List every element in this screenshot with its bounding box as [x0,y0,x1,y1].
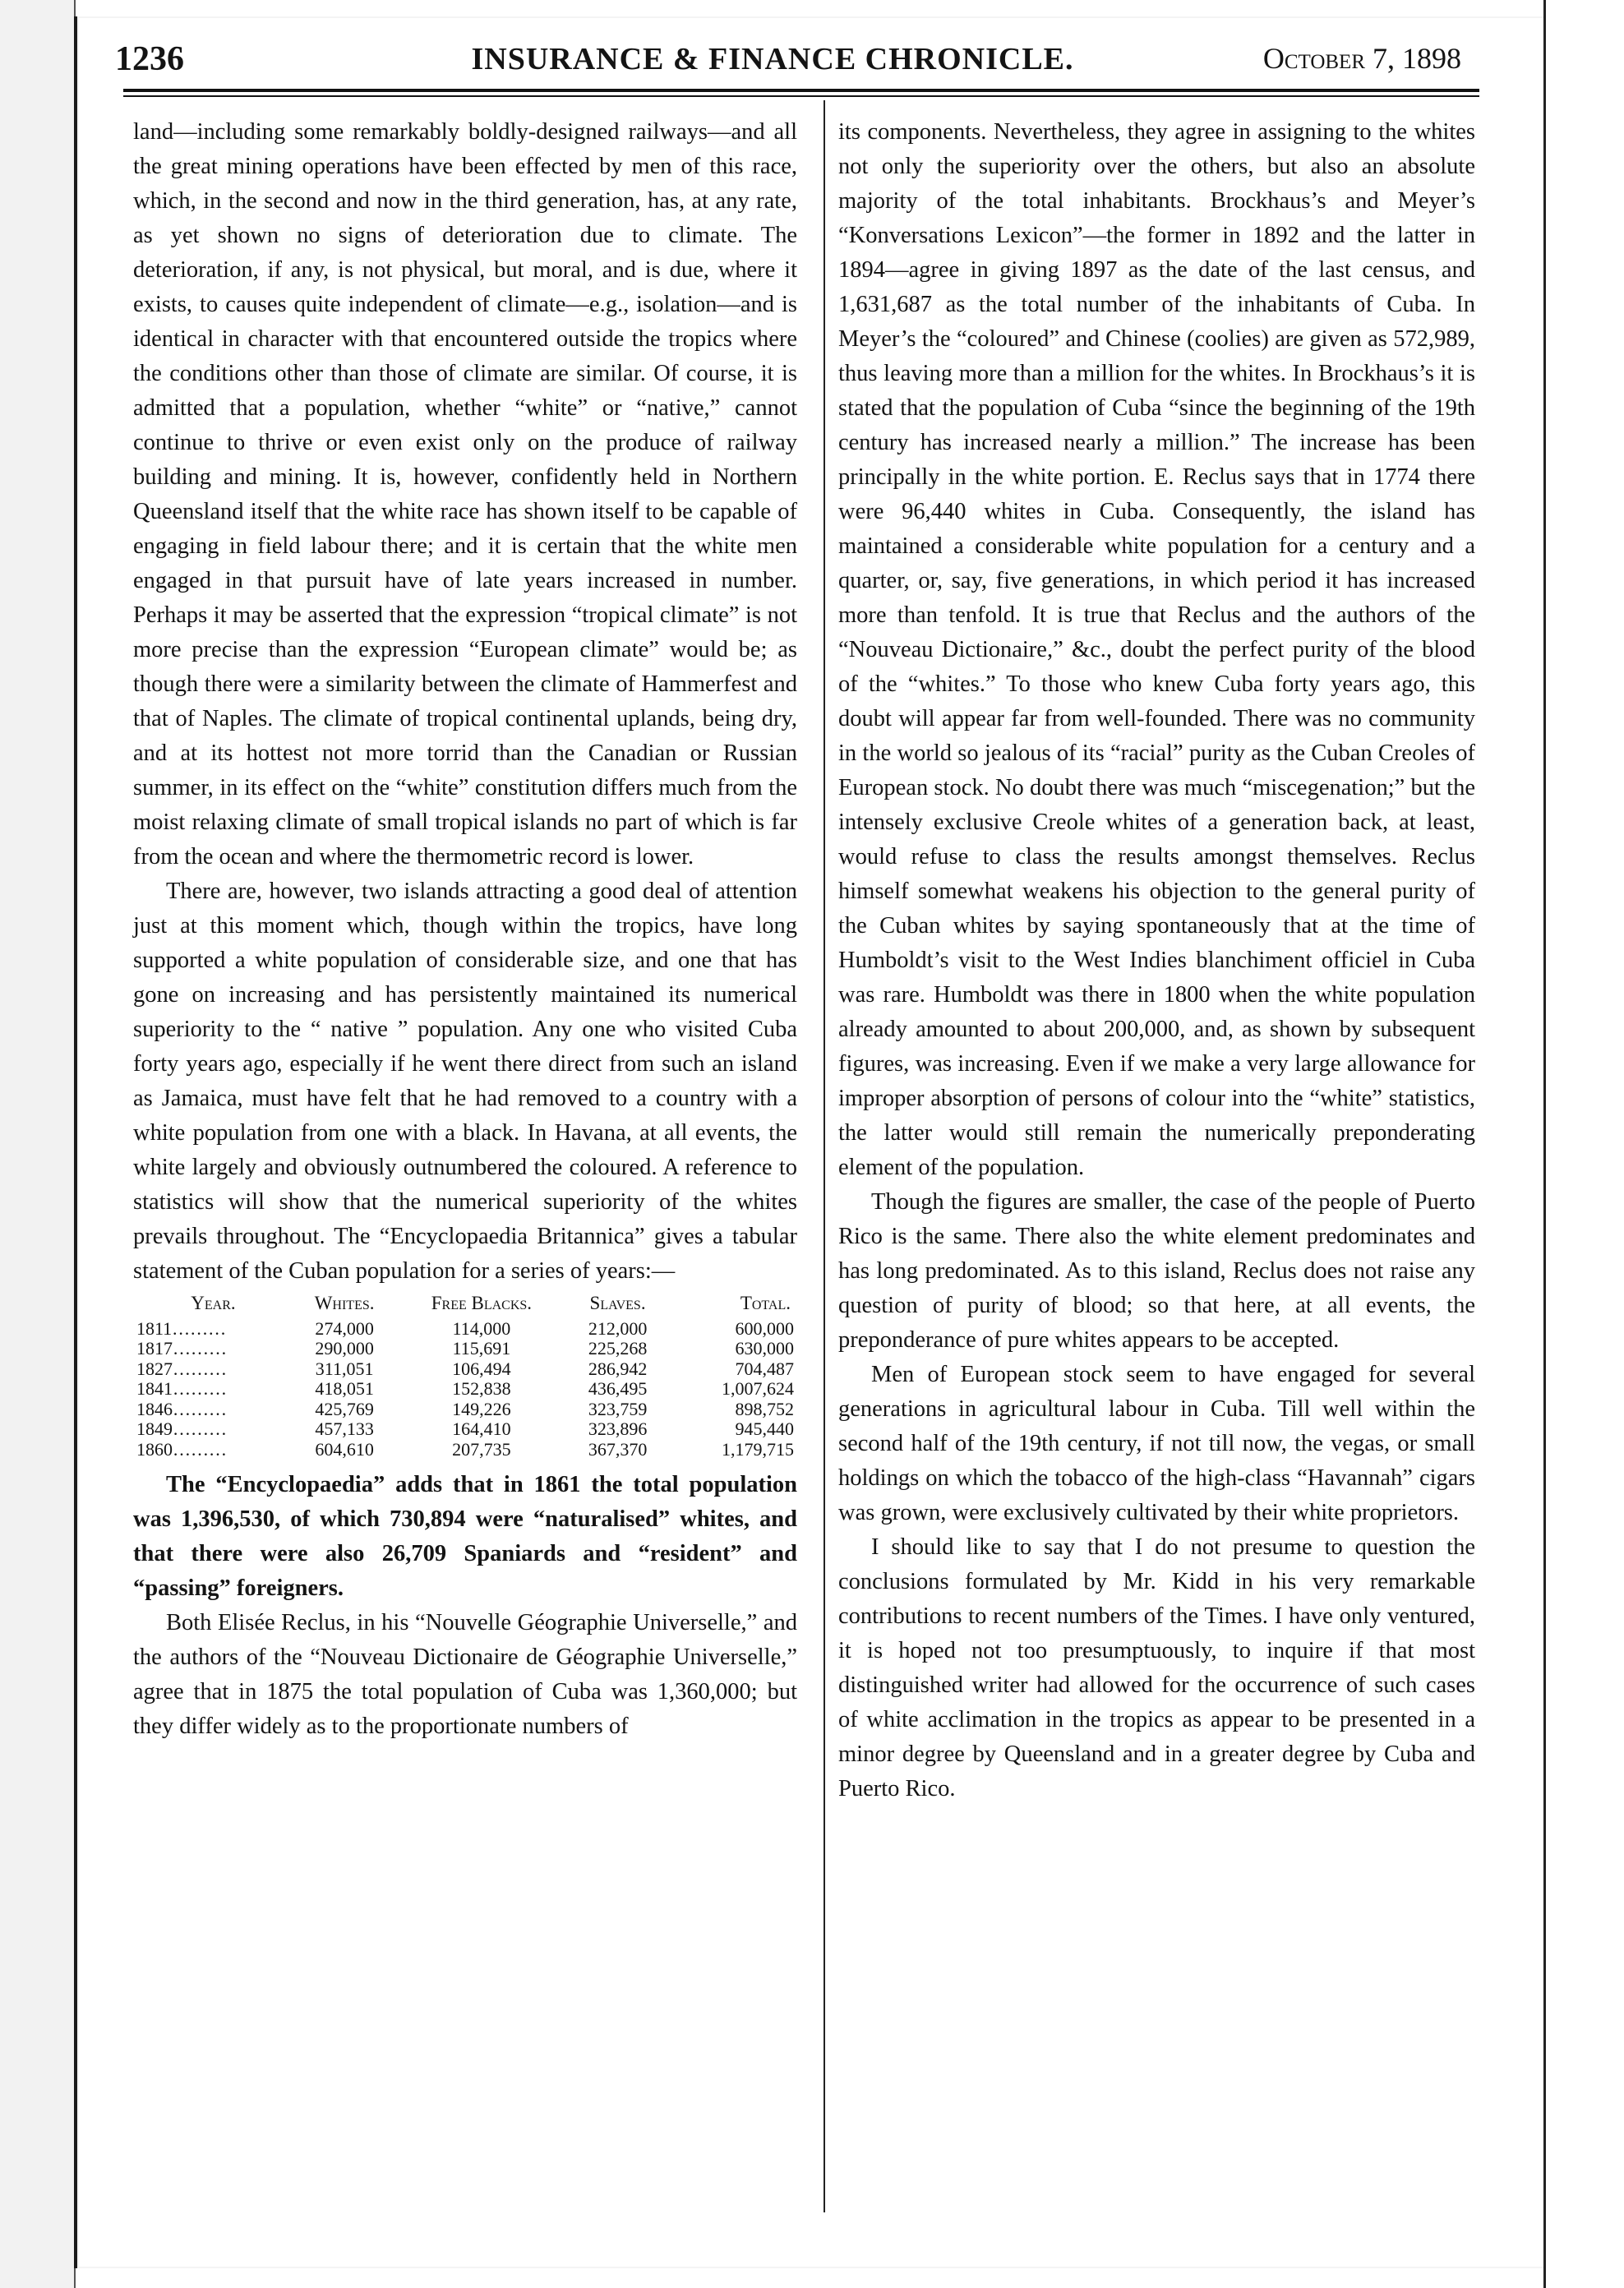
table-row [133,1339,797,1359]
paragraph: There are, however, two islands attracting a good deal of attention just at this moment which, though within the tropics, have long supported a white population of considerable size, and one that has gone on increasing and has persistently maintained its numerical superiority to the “ native ” population. Any one who visited Cuba forty years ago, especially if he went there direct from such an island as Jamaica, must have felt that he had removed to a country with a white population from one with a black. In Havana, at all events, the white largely and obviously outnumbered the coloured. A reference to statistics will show that the numerical superiority of the whites prevails throughout. The “Encyclopaedia Britannica” gives a tabular statement of the Cuban population for a series of years:— [133,879,797,1284]
right-column [838,115,1475,1806]
table-row [133,1319,797,1340]
table-cell: 1846……… [136,1398,227,1419]
table-cell: 945,440 [735,1418,794,1439]
table-cell: 274,000 [315,1317,374,1339]
paragraph: Though the figures are smaller, the case of the people of Puerto Rico is the same. There also the white element predominates and has long predominated. As to this island, Reclus does not raise any question of purity of blood; so that here, at all events, the preponderance of pure whites appears to be accepted. [838,1189,1475,1353]
paragraph: land—including some remarkably boldly-designed railways—and all the great mining operations have been effected by men of this race, which, in the second and now in the third generation, has, at any rate, as yet shown no signs of deterioration due to climate. The deterioration, if any, is not physical, but moral, and is due, where it exists, to causes quite independent of climate—e.g., isolation—and is identical in character with that encountered outside the tropics where the conditions other than those of climate are similar. Of course, it is admitted that a population, whether “white” or “native,” cannot continue to thrive or even exist only on the produce of railway building and mining. It is, however, confidently held in Northern Queensland itself that the white race has shown itself to be capable of engaging in field labour there; and it is certain that the white men engaged in that pursuit have of late years increased in number. Perhaps it may be asserted that the expression “tropical climate” is not more precise than the expression “European climate” would be; as though there were a similarity between the climate of Hammerfest and that of Naples. The climate of tropical continental uplands, being dry, and at its hottest not more torrid than the Canadian or Russian summer, in its effect on the “white” constitution differs much from the moist relaxing climate of small tropical islands no part of which is far from the ocean and where the thermometric record is lower. [133,119,797,870]
table-cell: 418,051 [315,1378,374,1399]
table-cell: 152,838 [452,1378,511,1399]
table-cell: 425,769 [315,1398,374,1419]
table-cell: 704,487 [735,1358,794,1379]
table-cell: 1,007,624 [722,1378,794,1399]
table-cell: 207,735 [452,1438,511,1460]
table-cell: 115,691 [452,1338,511,1358]
column-header: Whites. [314,1293,375,1313]
table-cell: 164,410 [452,1418,511,1439]
paragraph: Men of European stock seem to have engaged for several generations in agricultural labour in Cuba. Till well within the second half of the 19th century, if not till now, the vegas, or small holdings on which the tobacco of the high-class “Havannah” cigars was grown, were exclusively cultivated by their white proprietors. [838,1362,1475,1525]
table-cell: 323,896 [588,1418,648,1439]
table-cell: 367,370 [588,1438,648,1460]
table-cell: 106,494 [452,1358,511,1379]
scan-right-edge [1543,0,1624,2288]
page-number: 1236 [115,40,184,78]
paragraph: The “Encyclopaedia” adds that in 1861 the total population was 1,396,530, of which 730,894 were “naturalised” whites, and that there were also 26,709 Spaniards and “resident” and “passing” foreigners. [133,1472,797,1601]
table-cell: 457,133 [315,1418,374,1439]
column-header: Slaves. [589,1293,646,1313]
table-cell: 290,000 [315,1338,374,1358]
table-header-row [133,1294,797,1319]
table-row [133,1379,797,1400]
left-column [133,115,797,1744]
column-header: Year. [191,1293,236,1313]
table-cell: 630,000 [735,1338,794,1358]
page-header [66,31,1479,81]
cuban-population-table [133,1294,797,1460]
paragraph: I should like to say that I do not presume to question the conclusions formulated by Mr. Kidd in his very remarkable contributions to recent numbers of the Times. I have only ventured, it is hoped not too presumptuously, to inquire if that most distinguished writer had allowed for the occurrence of such cases of white acclimation in the tropics as appear to be presented in a minor degree by Queensland and in a greater degree by Cuba and Puerto Rico. [838,1534,1475,1801]
table-cell: 1860……… [136,1438,227,1460]
table-row [133,1440,797,1460]
header-rule-thick [123,89,1479,92]
header-rule-thin [123,95,1479,97]
table-cell: 149,226 [452,1398,511,1419]
table-cell: 1,179,715 [722,1438,794,1460]
table-cell: 1811……… [136,1317,227,1339]
table-row [133,1359,797,1380]
table-cell: 323,759 [588,1398,648,1419]
table-row [133,1400,797,1420]
column-header: Total. [740,1293,791,1313]
table-cell: 436,495 [588,1378,648,1399]
issue-date: October 7, 1898 [1262,42,1461,75]
table-cell: 1817……… [136,1338,227,1358]
table-cell: 1849……… [136,1418,227,1439]
column-divider [824,100,825,2212]
paragraph: its components. Nevertheless, they agree in assigning to the whites not only the superiority over the others, but also an absolute majority of the total inhabitants. Brockhaus’s and Meyer’s “Konversations Lexicon”—the former in 1892 and the latter in 1894—agree in giving 1897 as the date of the last census, and 1,631,687 as the total number of the inhabitants of Cuba. In Meyer’s the “coloured” and Chinese (coolies) are given as 572,989, thus leaving more than a million for the whites. In Brockhaus’s it is stated that the population of Cuba “since the beginning of the 19th century has increased nearly a million.” The increase has been principally in the white portion. E. Reclus says that in 1774 there were 96,440 whites in Cuba. Consequently, the island has maintained a considerable white population for a century and a quarter, or, say, five generations, in which period it has increased more than tenfold. It is true that Reclus and the authors of the “Nouveau Dictionaire,” &c., doubt the perfect purity of the blood of the “whites.” To those who knew Cuba forty years ago, this doubt will appear far from well-founded. There was no community in the world so jealous of its “racial” purity as the Cuban Creoles of European stock. No doubt there was much “miscegenation;” but the intensely exclusive Creole whites of a generation back, at least, would refuse to class the results amongst themselves. Reclus himself somewhat weakens his objection to the general purity of the Cuban whites by saying spontaneously that at the time of Humboldt’s visit to the West Indies blanchiment officiel in Cuba was rare. Humboldt was there in 1800 when the white population already amounted to about 200,000, and, as shown by subsequent figures, was increasing. Even if we make a very large allowance for improper absorption of persons of colour into the “white” statistics, the latter would still remain the numerically preponderating element of the population. [838,119,1475,1180]
scan-left-margin [0,0,76,2288]
table-cell: 225,268 [588,1338,648,1358]
table-row [133,1419,797,1440]
table-cell: 604,610 [315,1438,374,1460]
column-header: Free Blacks. [431,1293,533,1313]
table-cell: 898,752 [735,1398,794,1419]
table-cell: 1827……… [136,1358,227,1379]
table-cell: 1841……… [136,1378,227,1399]
table-cell: 600,000 [735,1317,794,1339]
table-cell: 286,942 [588,1358,648,1379]
table-cell: 311,051 [315,1358,374,1379]
table-cell: 212,000 [588,1317,648,1339]
paragraph: Both Elisée Reclus, in his “Nouvelle Géographie Universelle,” and the authors of the “Nouveau Dictionaire de Géographie Universelle,” agree that in 1875 the total population of Cuba was 1,360,000; but they differ widely as to the proportionate numbers of [133,1610,797,1739]
table-cell: 114,000 [452,1317,511,1339]
journal-title: INSURANCE & FINANCE CHRONICLE. [471,42,1074,76]
